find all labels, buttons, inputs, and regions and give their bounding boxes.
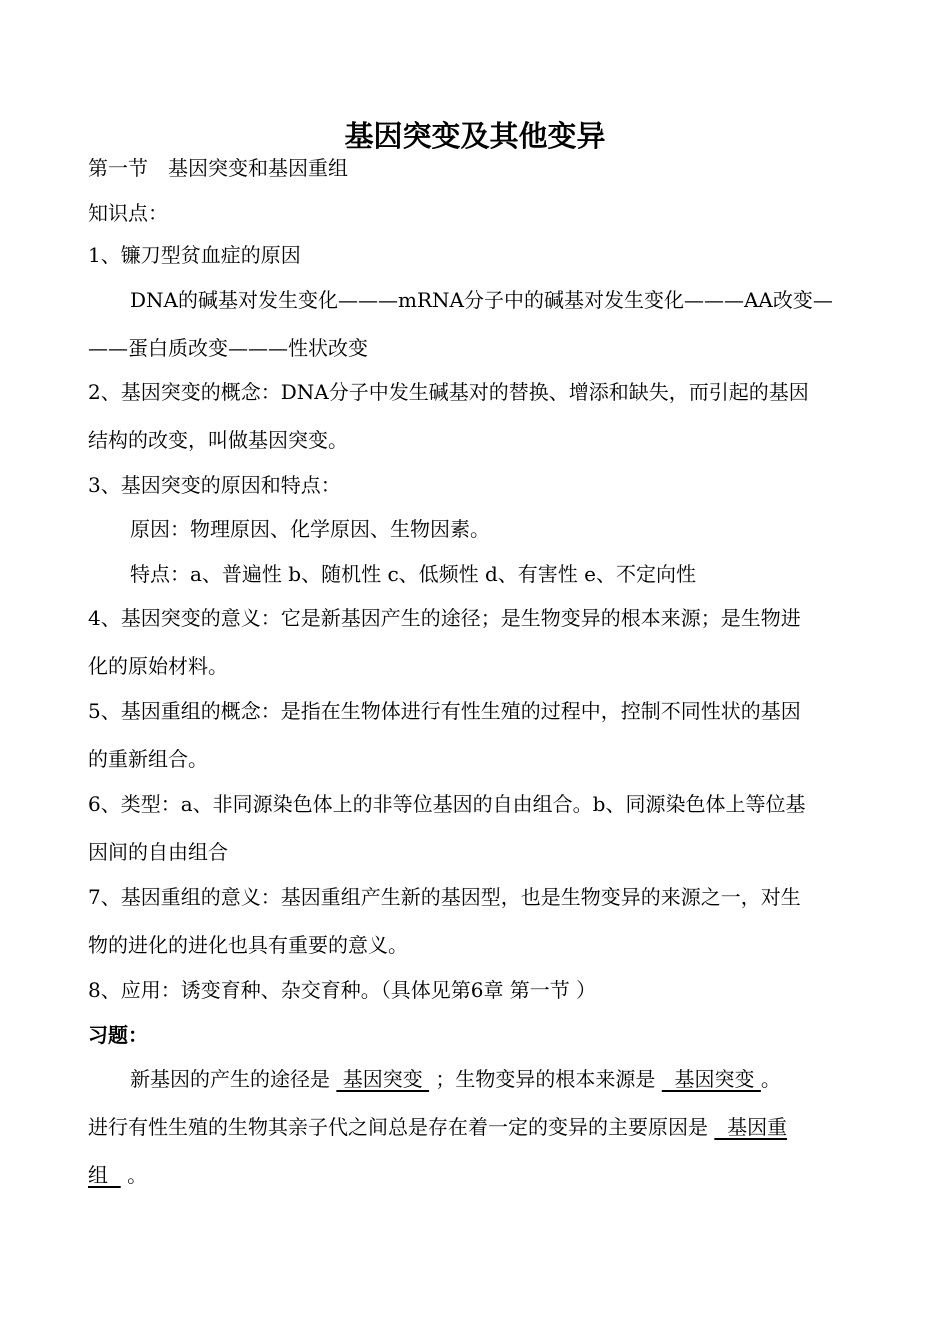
point-7-line-2: 物的进化的进化也具有重要的意义。 xyxy=(88,933,408,957)
point-5-line-1: 5、基因重组的概念：是指在生物体进行有性生殖的过程中，控制不同性状的基因 xyxy=(88,699,801,723)
exercises-heading: 习题： xyxy=(88,1023,148,1047)
point-6-line-2: 因间的自由组合 xyxy=(88,840,228,864)
point-1-title: 1、镰刀型贫血症的原因 xyxy=(88,243,301,267)
answer-blank-2: 基因突变 xyxy=(661,1067,761,1091)
point-3-cause: 原因：物理原因、化学原因、生物因素。 xyxy=(130,517,490,541)
question-line-2-text: 进行有性生殖的生物其亲子代之间总是存在着一定的变异的主要原因是 xyxy=(88,1115,715,1139)
point-3-title: 3、基因突变的原因和特点： xyxy=(88,473,341,497)
point-2-line-1: 2、基因突变的概念：DNA分子中发生碱基对的替换、增添和缺失，而引起的基因 xyxy=(88,380,809,404)
question-text-3: 。 xyxy=(760,1067,781,1091)
point-1-line-2: ——蛋白质改变———性状改变 xyxy=(88,336,368,360)
exercise-question-line-1 xyxy=(130,1064,878,1094)
answer-blank-3-part-2: 组 xyxy=(88,1163,121,1187)
point-4-line-1: 4、基因突变的意义：它是新基因产生的途径；是生物变异的根本来源；是生物进 xyxy=(88,606,801,630)
exercise-question-line-3 xyxy=(88,1160,878,1190)
point-8: 8、应用：诱变育种、杂交育种。（具体见第6章 第一节 ） xyxy=(88,978,597,1002)
point-2-line-2: 结构的改变，叫做基因突变。 xyxy=(88,428,348,452)
question-text-2: ；生物变异的根本来源是 xyxy=(429,1067,662,1091)
exercise-question-line-2 xyxy=(88,1112,878,1142)
point-3-features: 特点：a、普遍性 b、随机性 c、低频性 d、有害性 e、不定向性 xyxy=(130,562,696,586)
question-text-1: 新基因的产生的途径是 xyxy=(130,1067,337,1091)
section-heading: 第一节 基因突变和基因重组 xyxy=(88,156,348,180)
answer-blank-3-part-1: 基因重 xyxy=(714,1115,788,1139)
point-6-line-1: 6、类型：a、非同源染色体上的非等位基因的自由组合。b、同源染色体上等位基 xyxy=(88,792,806,816)
point-7-line-1: 7、基因重组的意义：基因重组产生新的基因型，也是生物变异的来源之一，对生 xyxy=(88,885,801,909)
answer-blank-1: 基因突变 xyxy=(336,1067,430,1091)
point-1-line-1: DNA的碱基对发生变化———mRNA分子中的碱基对发生变化———AA改变— xyxy=(130,288,833,312)
page-title: 基因突变及其他变异 xyxy=(344,119,606,153)
question-end: 。 xyxy=(120,1163,148,1187)
knowledge-heading: 知识点： xyxy=(88,201,168,225)
point-5-line-2: 的重新组合。 xyxy=(88,747,208,771)
point-4-line-2: 化的原始材料。 xyxy=(88,654,228,678)
